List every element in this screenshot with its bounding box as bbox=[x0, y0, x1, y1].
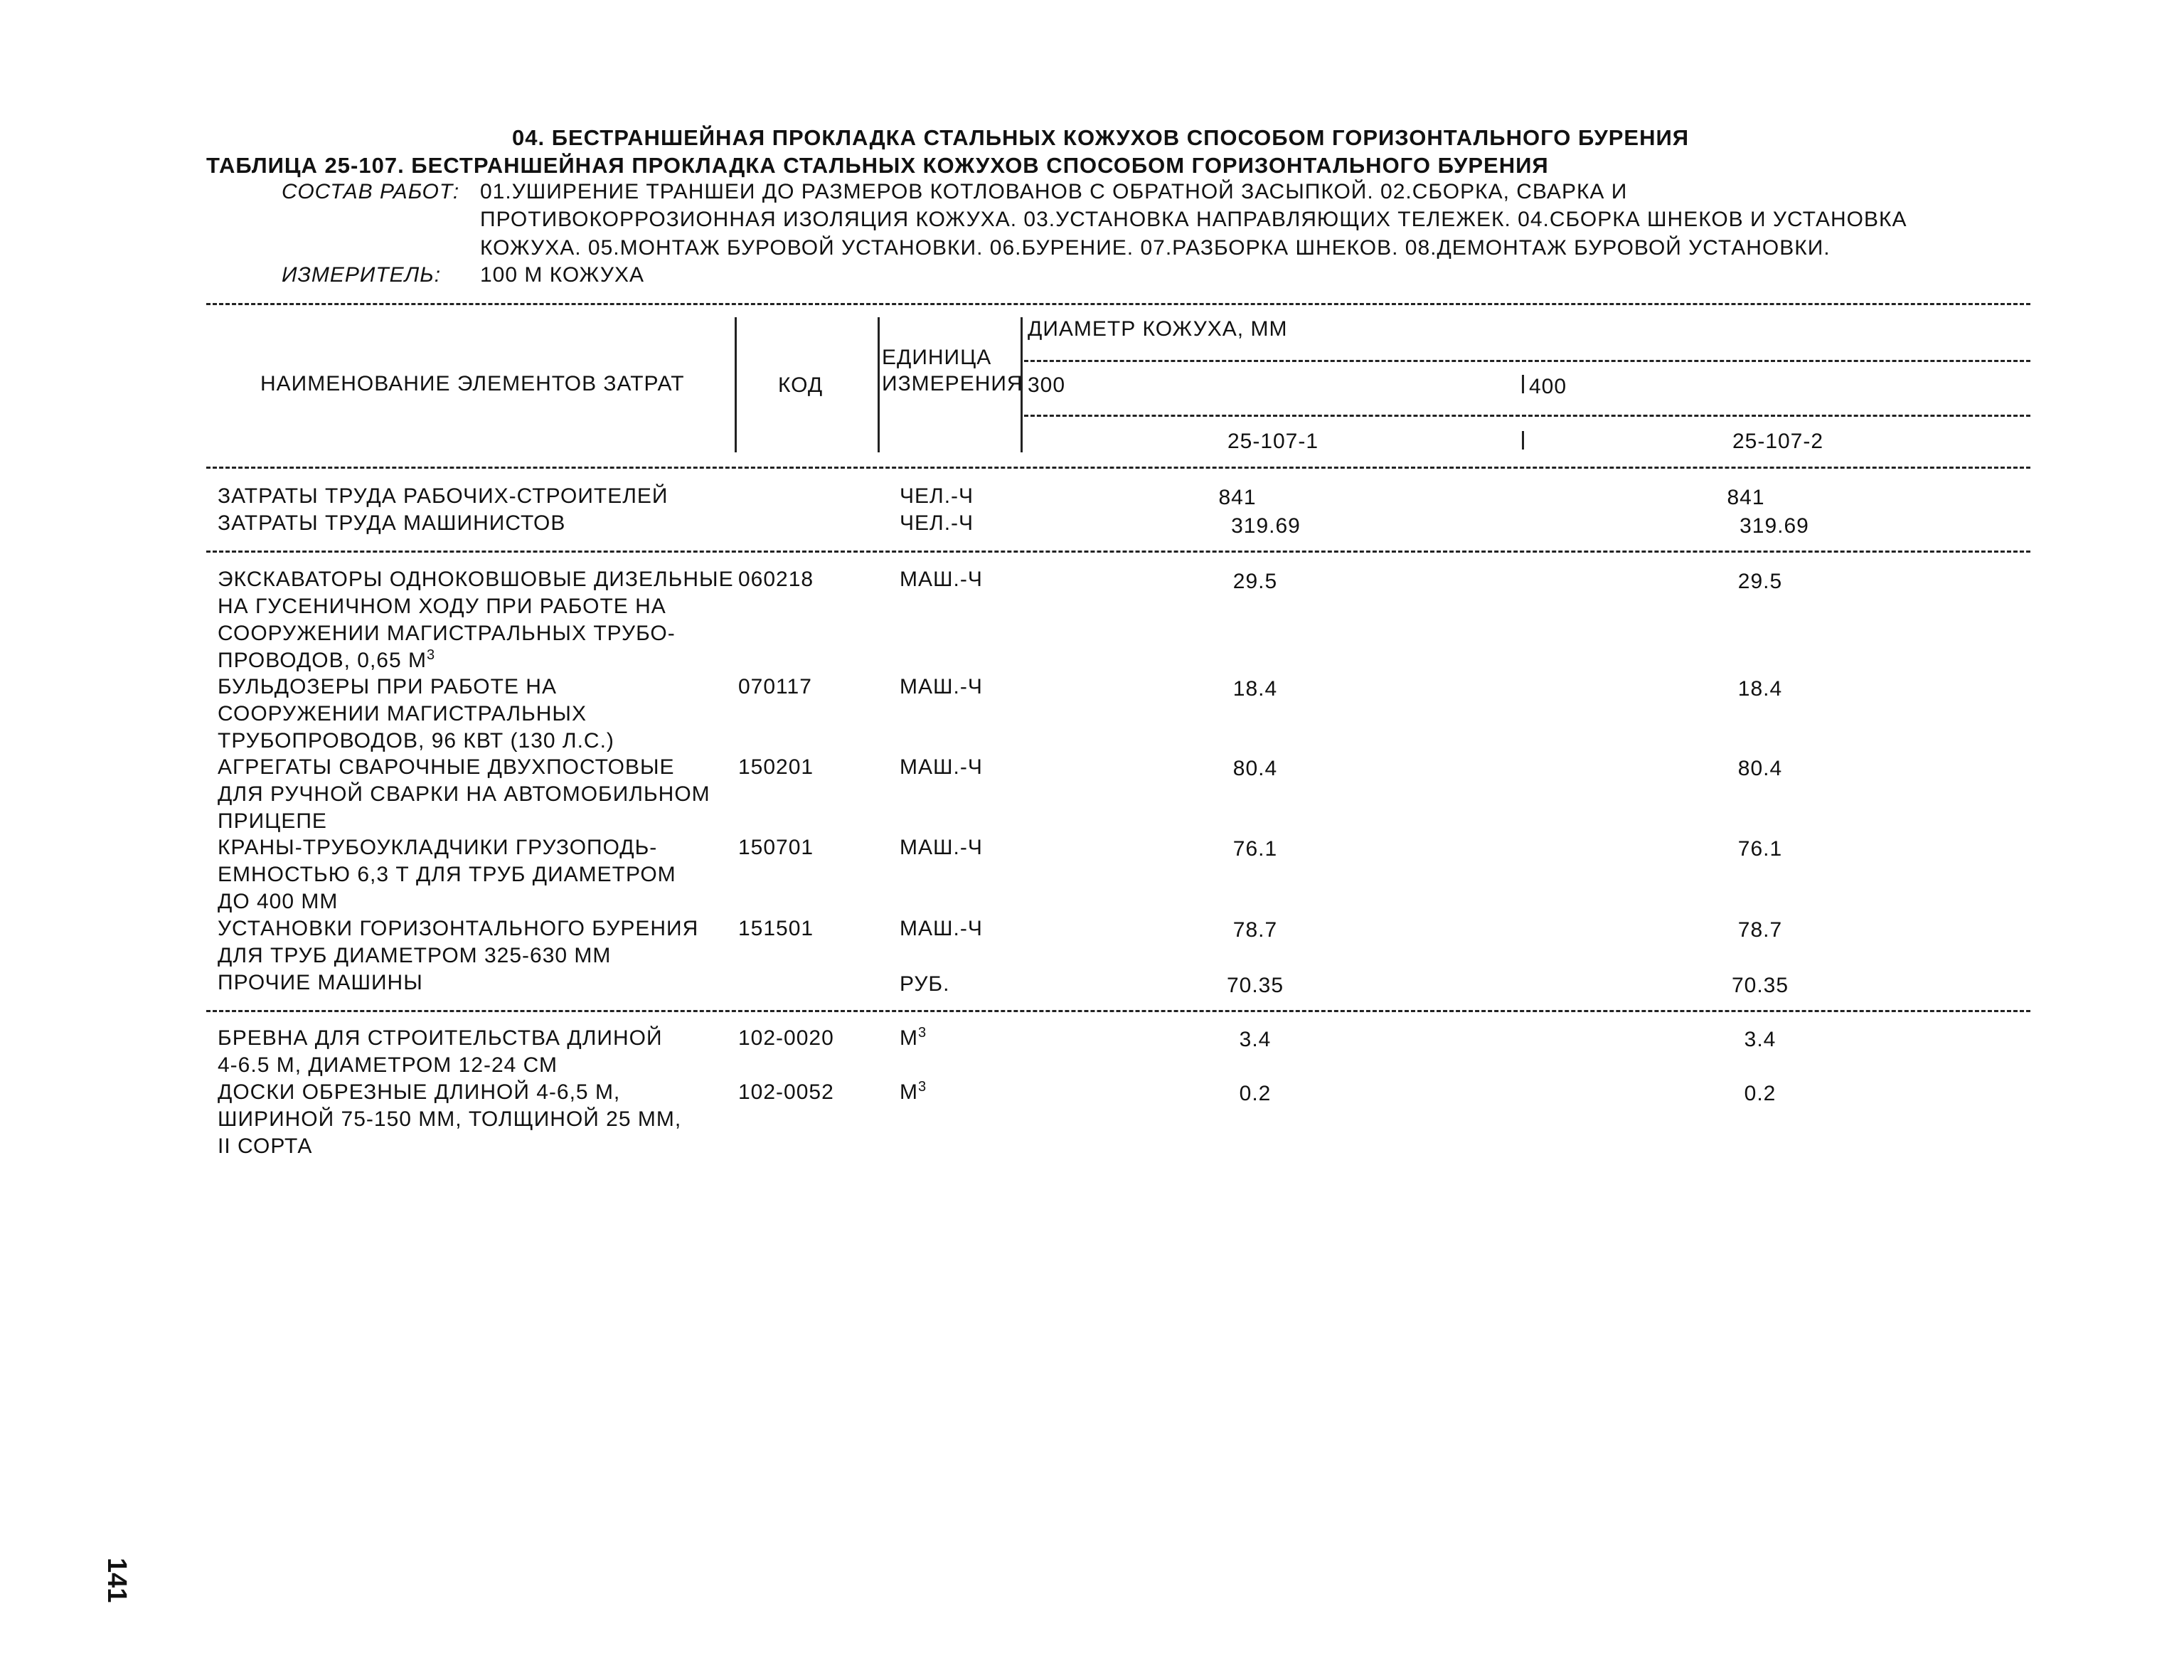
header-unit-col-2: ИЗМЕРЕНИЯ bbox=[882, 372, 1023, 395]
header-code-1: 25-107-1 bbox=[1227, 430, 1319, 453]
row-value-300: 78.7 bbox=[1232, 918, 1278, 942]
row-code: 070117 bbox=[738, 675, 812, 698]
row-value-400: 29.5 bbox=[1737, 570, 1783, 593]
row-name-line: ШИРИНОЙ 75-150 ММ, ТОЛЩИНОЙ 25 ММ, bbox=[218, 1107, 682, 1131]
header-name-col: НАИМЕНОВАНИЕ ЭЛЕМЕНТОВ ЗАТРАТ bbox=[260, 372, 685, 395]
row-value-300: 319.69 bbox=[1231, 514, 1301, 538]
row-code: 150201 bbox=[738, 755, 814, 779]
row-code: 102-0052 bbox=[738, 1080, 834, 1104]
row-unit: ЧЕЛ.-Ч bbox=[900, 484, 974, 508]
row-name-line: ПРИЦЕПЕ bbox=[218, 809, 327, 833]
header-unit-col-1: ЕДИНИЦА bbox=[882, 346, 992, 369]
row-unit: МАШ.-Ч bbox=[900, 917, 983, 940]
row-value-400: 319.69 bbox=[1740, 514, 1809, 538]
row-name-line: БРЕВНА ДЛЯ СТРОИТЕЛЬСТВА ДЛИНОЙ bbox=[218, 1026, 663, 1050]
row-unit: МАШ.-Ч bbox=[900, 568, 983, 591]
row-name-line: НА ГУСЕНИЧНОМ ХОДУ ПРИ РАБОТЕ НА bbox=[218, 595, 666, 618]
row-name-line: БУЛЬДОЗЕРЫ ПРИ РАБОТЕ НА bbox=[218, 675, 557, 698]
row-unit: $М^3$ bbox=[900, 1025, 927, 1050]
row-unit: МАШ.-Ч bbox=[900, 755, 983, 779]
row-value-400: 18.4 bbox=[1737, 677, 1783, 701]
row-name-line: ДО 400 ММ bbox=[218, 890, 339, 913]
header-divider-5 bbox=[1522, 431, 1524, 450]
header-code-2: 25-107-2 bbox=[1732, 430, 1824, 453]
row-unit: МАШ.-Ч bbox=[900, 675, 983, 698]
page-number: 141 bbox=[102, 1558, 132, 1603]
rule-machines-bottom bbox=[206, 1010, 2030, 1012]
row-value-400: 70.35 bbox=[1731, 974, 1789, 997]
row-name-line: ПРОЧИЕ МАШИНЫ bbox=[218, 971, 423, 994]
row-name-line: ЕМНОСТЬЮ 6,3 Т ДЛЯ ТРУБ ДИАМЕТРОМ bbox=[218, 863, 676, 886]
header-diam-400: 400 bbox=[1529, 375, 1567, 398]
row-name-line: СООРУЖЕНИИ МАГИСТРАЛЬНЫХ bbox=[218, 702, 587, 725]
work-label: СОСТАВ РАБОТ: bbox=[282, 180, 460, 203]
row-name: ЗАТРАТЫ ТРУДА МАШИНИСТОВ bbox=[218, 511, 566, 535]
rule-diameter bbox=[1024, 360, 2030, 362]
header-code-col: КОД bbox=[778, 373, 824, 397]
table-title: ТАБЛИЦА 25-107. БЕСТРАНШЕЙНАЯ ПРОКЛАДКА СТАЛЬНЫХ КОЖУХОВ СПОСОБОМ ГОРИЗОНТАЛЬНОГО БУРЕНИЯ bbox=[206, 153, 1549, 178]
header-divider-1 bbox=[735, 317, 737, 452]
row-value-400: 78.7 bbox=[1737, 918, 1783, 942]
work-line-3: КОЖУХА. 05.МОНТАЖ БУРОВОЙ УСТАНОВКИ. 06.БУРЕНИЕ. 07.РАЗБОРКА ШНЕКОВ. 08.ДЕМОНТАЖ БУРОВОЙ УСТАНОВКИ. bbox=[480, 236, 1831, 260]
row-name-line: ДЛЯ ТРУБ ДИАМЕТРОМ 325-630 ММ bbox=[218, 944, 612, 967]
row-code: 151501 bbox=[738, 917, 814, 940]
row-name-line: ПРОВОДОВ, 0,65 $М^3$ bbox=[218, 647, 436, 672]
row-value-400: 76.1 bbox=[1737, 837, 1783, 861]
row-name-line: КРАНЫ-ТРУБОУКЛАДЧИКИ ГРУЗОПОДЬ- bbox=[218, 836, 658, 859]
row-unit: РУБ. bbox=[900, 972, 950, 996]
row-name-line: УСТАНОВКИ ГОРИЗОНТАЛЬНОГО БУРЕНИЯ bbox=[218, 917, 699, 940]
header-diam-300: 300 bbox=[1028, 373, 1066, 397]
row-name: ЗАТРАТЫ ТРУДА РАБОЧИХ-СТРОИТЕЛЕЙ bbox=[218, 484, 668, 508]
row-name-line: ДЛЯ РУЧНОЙ СВАРКИ НА АВТОМОБИЛЬНОМ bbox=[218, 782, 710, 806]
rule-top bbox=[206, 303, 2030, 305]
rule-labor-bottom bbox=[206, 551, 2030, 553]
rule-header-bottom bbox=[206, 467, 2030, 469]
row-value-300: 18.4 bbox=[1232, 677, 1278, 701]
row-code: 102-0020 bbox=[738, 1026, 834, 1050]
measure-label: ИЗМЕРИТЕЛЬ: bbox=[282, 263, 442, 287]
work-line-2: ПРОТИВОКОРРОЗИОННАЯ ИЗОЛЯЦИЯ КОЖУХА. 03.УСТАНОВКА НАПРАВЛЯЮЩИХ ТЕЛЕЖЕК. 04.СБОРКА ШНЕКОВ И УСТАНОВКА bbox=[480, 208, 1907, 231]
row-value-400: 80.4 bbox=[1737, 757, 1783, 780]
row-unit: МАШ.-Ч bbox=[900, 836, 983, 859]
row-value-400: 841 bbox=[1727, 486, 1765, 509]
row-value-300: 3.4 bbox=[1239, 1028, 1272, 1051]
row-name-line: АГРЕГАТЫ СВАРОЧНЫЕ ДВУХПОСТОВЫЕ bbox=[218, 755, 675, 779]
section-title: 04. БЕСТРАНШЕЙНАЯ ПРОКЛАДКА СТАЛЬНЫХ КОЖУХОВ СПОСОБОМ ГОРИЗОНТАЛЬНОГО БУРЕНИЯ bbox=[512, 125, 1690, 150]
header-diameter: ДИАМЕТР КОЖУХА, ММ bbox=[1028, 317, 1288, 341]
row-name-line: ЭКСКАВАТОРЫ ОДНОКОВШОВЫЕ ДИЗЕЛЬНЫЕ bbox=[218, 568, 734, 591]
row-value-300: 80.4 bbox=[1232, 757, 1278, 780]
row-name-line: СООРУЖЕНИИ МАГИСТРАЛЬНЫХ ТРУБО- bbox=[218, 622, 676, 645]
row-name-line: II СОРТА bbox=[218, 1134, 313, 1158]
row-value-400: 3.4 bbox=[1744, 1028, 1777, 1051]
header-divider-4 bbox=[1522, 375, 1524, 393]
row-name-line: ТРУБОПРОВОДОВ, 96 КВТ (130 Л.С.) bbox=[218, 729, 614, 753]
header-divider-2 bbox=[878, 317, 880, 452]
row-name-line: ДОСКИ ОБРЕЗНЫЕ ДЛИНОЙ 4-6,5 М, bbox=[218, 1080, 621, 1104]
row-value-300: 70.35 bbox=[1226, 974, 1284, 997]
row-name-line: 4-6.5 М, ДИАМЕТРОМ 12-24 СМ bbox=[218, 1053, 558, 1077]
measure-value: 100 М КОЖУХА bbox=[480, 263, 644, 287]
row-unit: ЧЕЛ.-Ч bbox=[900, 511, 974, 535]
row-value-300: 841 bbox=[1218, 486, 1257, 509]
row-unit: $М^3$ bbox=[900, 1079, 927, 1104]
row-code: 060218 bbox=[738, 568, 814, 591]
row-value-300: 76.1 bbox=[1232, 837, 1278, 861]
row-value-300: 0.2 bbox=[1239, 1082, 1272, 1105]
superscript: 3 bbox=[918, 1025, 927, 1041]
superscript: 3 bbox=[426, 647, 436, 663]
row-value-300: 29.5 bbox=[1232, 570, 1278, 593]
row-value-400: 0.2 bbox=[1744, 1082, 1777, 1105]
rule-codes bbox=[1024, 415, 2030, 417]
superscript: 3 bbox=[918, 1079, 927, 1095]
row-code: 150701 bbox=[738, 836, 814, 859]
work-line-1: 01.УШИРЕНИЕ ТРАНШЕИ ДО РАЗМЕРОВ КОТЛОВАНОВ С ОБРАТНОЙ ЗАСЫПКОЙ. 02.СБОРКА, СВАРКА И bbox=[480, 180, 1628, 203]
